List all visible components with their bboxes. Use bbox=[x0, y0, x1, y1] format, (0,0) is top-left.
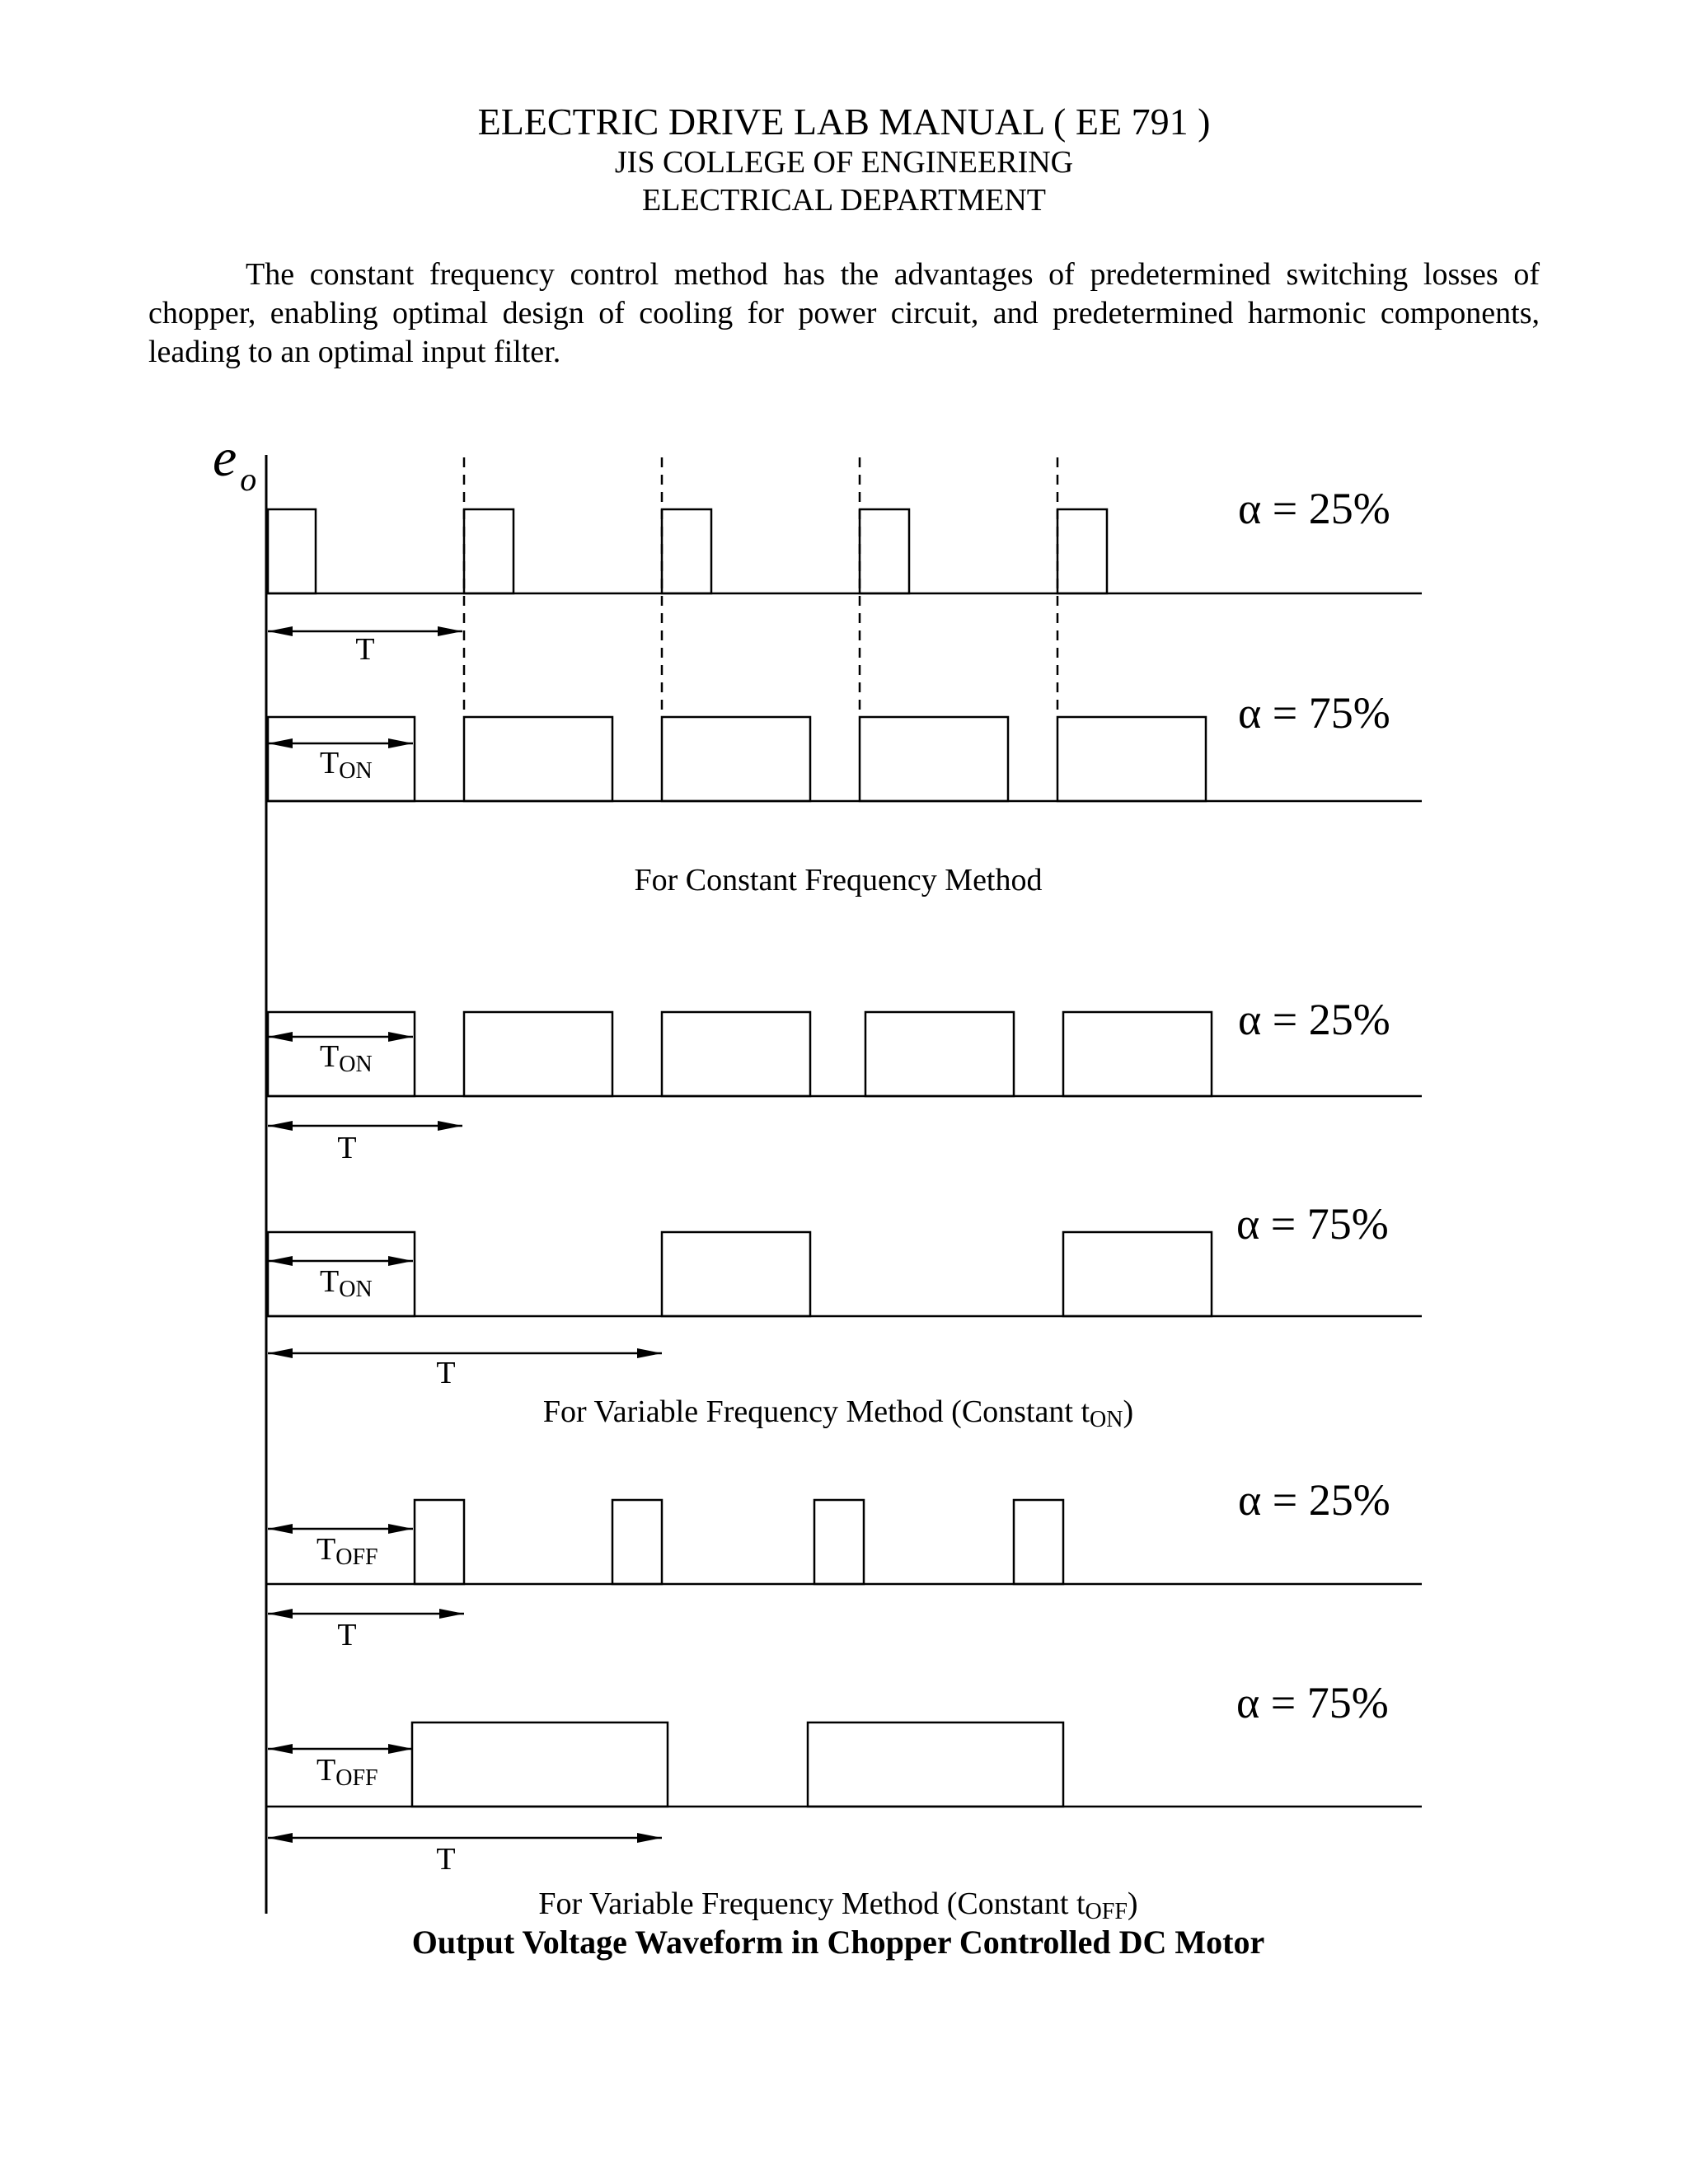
alpha-label-row5: α = 25% bbox=[1238, 1475, 1390, 1525]
college-name: JIS COLLEGE OF ENGINEERING bbox=[614, 145, 1074, 180]
pulse bbox=[464, 509, 513, 593]
pulse bbox=[415, 1500, 464, 1584]
ton-label-row2: TON bbox=[320, 746, 373, 784]
period-label-row3: T bbox=[337, 1131, 357, 1165]
pulse bbox=[814, 1500, 864, 1584]
pulse bbox=[464, 1012, 612, 1096]
pulse bbox=[268, 1232, 415, 1316]
intro-paragraph: The constant frequency control method has the advantages of predetermined switching losses of chopper, enabling optimal design of cooling for power circuit, and predetermined harmonic components, leading to an optimal input filter. bbox=[148, 257, 1540, 369]
axis-label: e $_o$ bbox=[213, 428, 257, 498]
period-label-row5: T bbox=[337, 1618, 357, 1652]
pulse bbox=[662, 1232, 810, 1316]
pulse bbox=[662, 1012, 810, 1096]
alpha-label-row2: α = 75% bbox=[1238, 688, 1390, 738]
pulse bbox=[268, 509, 316, 593]
waveform-row-vf-toff-75 bbox=[266, 1722, 1422, 1807]
pulse bbox=[865, 1012, 1014, 1096]
department-name: ELECTRICAL DEPARTMENT bbox=[642, 183, 1046, 218]
alpha-label-row3: α = 25% bbox=[1238, 995, 1390, 1044]
period-label-row1: T bbox=[355, 632, 375, 667]
alpha-label-row1: α = 25% bbox=[1238, 484, 1390, 533]
pulse bbox=[1014, 1500, 1063, 1584]
ton-label-row3: TON bbox=[320, 1039, 373, 1077]
period-label-row6: T bbox=[436, 1842, 456, 1877]
document-title: ELECTRIC DRIVE LAB MANUAL ( EE 791 ) bbox=[477, 101, 1211, 143]
toff-label-row6: TOFF bbox=[316, 1753, 378, 1791]
pulse bbox=[860, 509, 909, 593]
period-label-row4: T bbox=[436, 1356, 456, 1390]
toff-label-row5: TOFF bbox=[316, 1532, 378, 1570]
pulse bbox=[464, 717, 612, 801]
alpha-label-row4: α = 75% bbox=[1236, 1199, 1389, 1249]
pulse bbox=[808, 1722, 1063, 1807]
caption-constant-frequency: For Constant Frequency Method bbox=[634, 863, 1043, 898]
caption-variable-frequency-toff: For Variable Frequency Method (Constant tOFF) bbox=[538, 1886, 1138, 1924]
figure-title: Output Voltage Waveform in Chopper Controlled DC Motor bbox=[411, 1924, 1265, 1961]
pulse bbox=[412, 1722, 668, 1807]
pulse bbox=[1063, 1232, 1212, 1316]
alpha-label-row6: α = 75% bbox=[1236, 1678, 1389, 1727]
pulse bbox=[612, 1500, 662, 1584]
ton-label-row4: TON bbox=[320, 1264, 373, 1302]
pulse bbox=[1063, 1012, 1212, 1096]
period-dashed-lines bbox=[464, 457, 1057, 717]
pulse bbox=[860, 717, 1008, 801]
pulse bbox=[1057, 509, 1107, 593]
caption-variable-frequency-ton: For Variable Frequency Method (Constant tON) bbox=[542, 1394, 1134, 1432]
pulse bbox=[1057, 717, 1206, 801]
pulse bbox=[662, 509, 711, 593]
pulse bbox=[662, 717, 810, 801]
